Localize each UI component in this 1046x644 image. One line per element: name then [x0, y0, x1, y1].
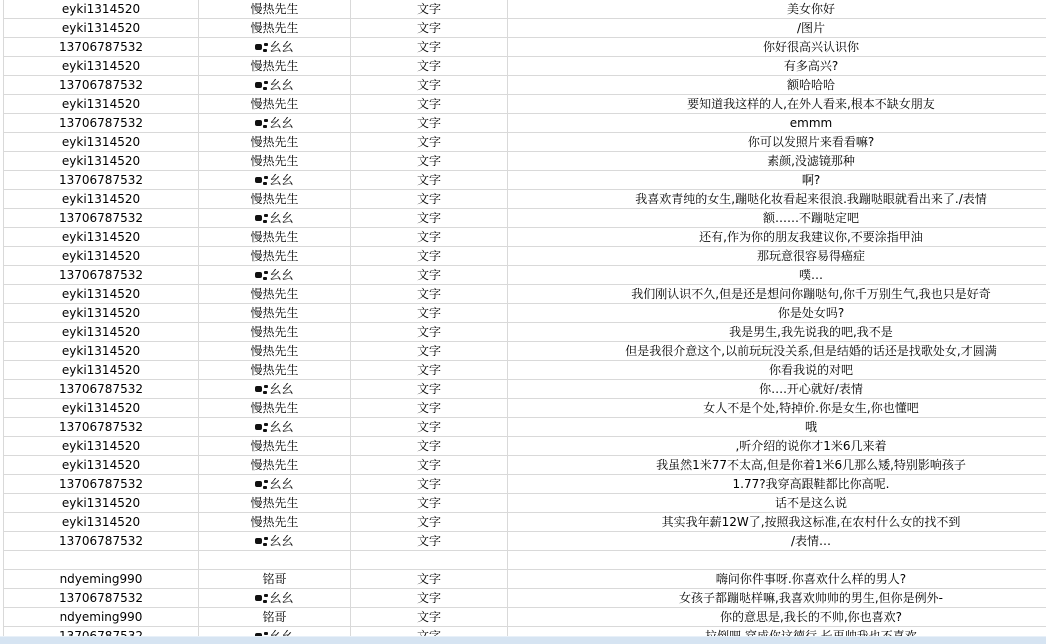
cell-message-type[interactable]: 文字	[351, 133, 508, 152]
table-row	[4, 57, 1046, 76]
nickname-label: 慢热先生	[250, 249, 299, 263]
cell-message-content[interactable]: 我喜欢青纯的女生,蹦哒化妆看起来很浪.我蹦哒眼就看出来了./表情	[508, 190, 1046, 209]
cell-sender-id[interactable]: 13706787532	[4, 418, 199, 437]
cell-nickname[interactable]	[199, 76, 351, 95]
cell-nickname[interactable]	[199, 342, 351, 361]
table-row	[4, 228, 1046, 247]
cell-sender-id[interactable]: 13706787532	[4, 589, 199, 608]
cell-sender-id[interactable]: eyki1314520	[4, 133, 199, 152]
cell-sender-id[interactable]: 13706787532	[4, 38, 199, 57]
nickname-label: 幺幺	[269, 211, 294, 225]
nickname-label: 幺幺	[269, 534, 294, 548]
cell-nickname[interactable]	[199, 190, 351, 209]
cell-message-content[interactable]: 美女你好	[508, 0, 1046, 19]
cell-message-type[interactable]: 文字	[351, 19, 508, 38]
cell-sender-id[interactable]: eyki1314520	[4, 304, 199, 323]
cell-nickname[interactable]	[199, 418, 351, 437]
cell-nickname[interactable]	[199, 152, 351, 171]
cell-nickname[interactable]	[199, 570, 351, 589]
nickname-label: 慢热先生	[250, 363, 299, 377]
bottom-selection-bar	[0, 636, 1046, 644]
cell-nickname[interactable]	[199, 209, 351, 228]
nickname-label: 幺幺	[269, 591, 294, 605]
table-row	[4, 570, 1046, 589]
cell-nickname[interactable]	[199, 247, 351, 266]
cell-nickname[interactable]	[199, 171, 351, 190]
nickname-label: 慢热先生	[250, 325, 299, 339]
nickname-label: 慢热先生	[250, 135, 299, 149]
emoji-fallback-icon	[255, 80, 268, 90]
cell-nickname[interactable]	[199, 437, 351, 456]
cell-message-type[interactable]: 文字	[351, 437, 508, 456]
nickname-label: 慢热先生	[250, 306, 299, 320]
table-row	[4, 19, 1046, 38]
cell-message-type[interactable]: 文字	[351, 228, 508, 247]
nickname-label: 慢热先生	[250, 496, 299, 510]
table-row	[4, 133, 1046, 152]
cell-message-content[interactable]: 要知道我这样的人,在外人看来,根本不缺女朋友	[508, 95, 1046, 114]
table-row	[4, 551, 1046, 570]
chat-log-table	[3, 0, 1046, 644]
cell-message-type[interactable]: 文字	[351, 532, 508, 551]
chat-rows	[4, 0, 1046, 644]
cell-message-content[interactable]: 额哈哈哈	[508, 76, 1046, 95]
table-row	[4, 456, 1046, 475]
table-row	[4, 380, 1046, 399]
nickname-label: 慢热先生	[250, 458, 299, 472]
cell-nickname[interactable]	[199, 532, 351, 551]
cell-nickname[interactable]	[199, 133, 351, 152]
cell-message-type[interactable]: 文字	[351, 342, 508, 361]
cell-message-content[interactable]: 1.77?我穿高跟鞋都比你高呢.	[508, 475, 1046, 494]
cell-sender-id[interactable]: eyki1314520	[4, 57, 199, 76]
cell-message-type[interactable]: 文字	[351, 323, 508, 342]
cell-message-content[interactable]: 我虽然1米77不太高,但是你着1米6几那么矮,特别影响孩子	[508, 456, 1046, 475]
cell-message-type[interactable]: 文字	[351, 0, 508, 19]
cell-message-type[interactable]: 文字	[351, 76, 508, 95]
cell-message-content[interactable]: 素颜,没滤镜那种	[508, 152, 1046, 171]
cell-message-type[interactable]: 文字	[351, 190, 508, 209]
cell-sender-id[interactable]: eyki1314520	[4, 247, 199, 266]
cell-nickname[interactable]	[199, 19, 351, 38]
table-row	[4, 589, 1046, 608]
cell-sender-id[interactable]: eyki1314520	[4, 285, 199, 304]
cell-nickname[interactable]	[199, 494, 351, 513]
cell-message-type[interactable]: 文字	[351, 95, 508, 114]
nickname-label: 铭哥	[262, 610, 287, 624]
table-row	[4, 247, 1046, 266]
cell-nickname[interactable]	[199, 551, 351, 570]
emoji-fallback-icon	[255, 213, 268, 223]
cell-sender-id[interactable]: eyki1314520	[4, 494, 199, 513]
cell-sender-id[interactable]: 13706787532	[4, 532, 199, 551]
cell-message-type[interactable]: 文字	[351, 608, 508, 627]
cell-nickname[interactable]	[199, 95, 351, 114]
cell-nickname[interactable]	[199, 57, 351, 76]
table-row	[4, 513, 1046, 532]
nickname-label: 慢热先生	[250, 97, 299, 111]
cell-message-type[interactable]: 文字	[351, 494, 508, 513]
nickname-label: 慢热先生	[250, 401, 299, 415]
cell-nickname[interactable]	[199, 323, 351, 342]
emoji-fallback-icon	[255, 536, 268, 546]
table-row	[4, 361, 1046, 380]
nickname-label: 慢热先生	[250, 344, 299, 358]
cell-message-type[interactable]: 文字	[351, 57, 508, 76]
cell-nickname[interactable]	[199, 38, 351, 57]
cell-message-type[interactable]: 文字	[351, 266, 508, 285]
cell-message-content[interactable]: 我们刚认识不久,但是还是想问你蹦哒句,你千万别生气,我也只是好奇	[508, 285, 1046, 304]
emoji-fallback-icon	[255, 422, 268, 432]
cell-message-type[interactable]: 文字	[351, 114, 508, 133]
cell-message-content[interactable]: 女孩子都蹦哒样嘛,我喜欢帅帅的男生,但你是例外-	[508, 589, 1046, 608]
nickname-label: 慢热先生	[250, 192, 299, 206]
table-row	[4, 76, 1046, 95]
cell-sender-id[interactable]: eyki1314520	[4, 0, 199, 19]
cell-nickname[interactable]	[199, 266, 351, 285]
nickname-label: 慢热先生	[250, 439, 299, 453]
cell-sender-id[interactable]: eyki1314520	[4, 190, 199, 209]
cell-sender-id[interactable]: 13706787532	[4, 76, 199, 95]
nickname-label: 幺幺	[269, 382, 294, 396]
nickname-label: 幺幺	[269, 116, 294, 130]
emoji-fallback-icon	[255, 479, 268, 489]
cell-message-content[interactable]: 噗…	[508, 266, 1046, 285]
table-row	[4, 209, 1046, 228]
cell-message-type[interactable]: 文字	[351, 171, 508, 190]
cell-message-content[interactable]: 你是处女吗?	[508, 304, 1046, 323]
cell-message-type[interactable]	[351, 551, 508, 570]
cell-message-content[interactable]: /表情…	[508, 532, 1046, 551]
table-row	[4, 418, 1046, 437]
cell-message-content[interactable]: 但是我很介意这个,以前玩玩没关系,但是结婚的话还是找歌处女,才圆满	[508, 342, 1046, 361]
cell-message-content[interactable]: 你好很高兴认识你	[508, 38, 1046, 57]
emoji-fallback-icon	[255, 118, 268, 128]
table-row	[4, 532, 1046, 551]
cell-sender-id[interactable]: eyki1314520	[4, 361, 199, 380]
nickname-label: 铭哥	[262, 572, 287, 586]
cell-message-content[interactable]: 其实我年薪12W了,按照我这标准,在农村什么女的找不到	[508, 513, 1046, 532]
emoji-fallback-icon	[255, 42, 268, 52]
table-row	[4, 38, 1046, 57]
cell-message-type[interactable]: 文字	[351, 380, 508, 399]
cell-sender-id[interactable]: 13706787532	[4, 171, 199, 190]
cell-message-content[interactable]: emmm	[508, 114, 1046, 133]
cell-sender-id[interactable]: eyki1314520	[4, 437, 199, 456]
emoji-fallback-icon	[255, 593, 268, 603]
cell-sender-id[interactable]: ndyeming990	[4, 570, 199, 589]
cell-message-content[interactable]: 话不是这么说	[508, 494, 1046, 513]
cell-message-content[interactable]: 你….开心就好/表情	[508, 380, 1046, 399]
nickname-label: 慢热先生	[250, 59, 299, 73]
table-row	[4, 608, 1046, 627]
table-row	[4, 266, 1046, 285]
cell-message-content[interactable]: 哦	[508, 418, 1046, 437]
cell-message-type[interactable]: 文字	[351, 247, 508, 266]
nickname-label: 慢热先生	[250, 21, 299, 35]
cell-nickname[interactable]	[199, 228, 351, 247]
cell-message-content[interactable]: 额……不蹦哒定吧	[508, 209, 1046, 228]
cell-sender-id[interactable]: eyki1314520	[4, 399, 199, 418]
cell-sender-id[interactable]: eyki1314520	[4, 513, 199, 532]
cell-message-type[interactable]: 文字	[351, 475, 508, 494]
cell-message-type[interactable]: 文字	[351, 513, 508, 532]
cell-message-type[interactable]: 文字	[351, 361, 508, 380]
nickname-label: 幺幺	[269, 420, 294, 434]
cell-message-content[interactable]: 你看我说的对吧	[508, 361, 1046, 380]
cell-sender-id[interactable]: eyki1314520	[4, 19, 199, 38]
nickname-label: 幺幺	[269, 477, 294, 491]
table-row	[4, 152, 1046, 171]
cell-sender-id[interactable]: 13706787532	[4, 114, 199, 133]
table-row	[4, 475, 1046, 494]
cell-message-content[interactable]: ,听介绍的说你才1米6几来着	[508, 437, 1046, 456]
cell-message-content[interactable]: 女人不是个处,特掉价.你是女生,你也懂吧	[508, 399, 1046, 418]
table-row	[4, 285, 1046, 304]
cell-message-type[interactable]: 文字	[351, 456, 508, 475]
cell-message-type[interactable]: 文字	[351, 589, 508, 608]
cell-message-type[interactable]: 文字	[351, 285, 508, 304]
nickname-label: 慢热先生	[250, 2, 299, 16]
nickname-label: 慢热先生	[250, 515, 299, 529]
table-row	[4, 304, 1046, 323]
nickname-label: 幺幺	[269, 40, 294, 54]
cell-message-type[interactable]: 文字	[351, 418, 508, 437]
cell-sender-id[interactable]: ndyeming990	[4, 608, 199, 627]
cell-sender-id[interactable]: eyki1314520	[4, 323, 199, 342]
table-row	[4, 494, 1046, 513]
cell-message-content[interactable]: 你可以发照片来看看嘛?	[508, 133, 1046, 152]
table-row	[4, 190, 1046, 209]
cell-message-content[interactable]: 还有,作为你的朋友我建议你,不要涂指甲油	[508, 228, 1046, 247]
nickname-label: 幺幺	[269, 268, 294, 282]
cell-nickname[interactable]	[199, 304, 351, 323]
cell-sender-id[interactable]: 13706787532	[4, 380, 199, 399]
table-row	[4, 0, 1046, 19]
cell-message-content[interactable]: 有多高兴?	[508, 57, 1046, 76]
cell-nickname[interactable]	[199, 475, 351, 494]
cell-nickname[interactable]	[199, 361, 351, 380]
cell-nickname[interactable]	[199, 589, 351, 608]
cell-nickname[interactable]	[199, 114, 351, 133]
cell-sender-id[interactable]: eyki1314520	[4, 152, 199, 171]
cell-nickname[interactable]	[199, 456, 351, 475]
cell-message-type[interactable]: 文字	[351, 570, 508, 589]
cell-sender-id[interactable]: 13706787532	[4, 209, 199, 228]
cell-message-type[interactable]: 文字	[351, 399, 508, 418]
cell-nickname[interactable]	[199, 0, 351, 19]
emoji-fallback-icon	[255, 384, 268, 394]
table-row	[4, 171, 1046, 190]
cell-sender-id[interactable]: eyki1314520	[4, 342, 199, 361]
table-row	[4, 114, 1046, 133]
cell-sender-id[interactable]: 13706787532	[4, 266, 199, 285]
cell-message-content[interactable]	[508, 551, 1046, 570]
table-row	[4, 437, 1046, 456]
cell-sender-id[interactable]: eyki1314520	[4, 228, 199, 247]
cell-message-content[interactable]: 啊?	[508, 171, 1046, 190]
cell-message-type[interactable]: 文字	[351, 38, 508, 57]
nickname-label: 幺幺	[269, 173, 294, 187]
cell-message-content[interactable]: 我是男生,我先说我的吧,我不是	[508, 323, 1046, 342]
cell-message-content[interactable]: 你的意思是,我长的不帅,你也喜欢?	[508, 608, 1046, 627]
cell-nickname[interactable]	[199, 513, 351, 532]
cell-message-content[interactable]: 嗨问你件事呀.你喜欢什么样的男人?	[508, 570, 1046, 589]
cell-message-type[interactable]: 文字	[351, 304, 508, 323]
cell-message-type[interactable]: 文字	[351, 152, 508, 171]
table-row	[4, 399, 1046, 418]
cell-nickname[interactable]	[199, 285, 351, 304]
cell-message-content[interactable]: /图片	[508, 19, 1046, 38]
table-row	[4, 323, 1046, 342]
cell-message-type[interactable]: 文字	[351, 209, 508, 228]
nickname-label: 慢热先生	[250, 154, 299, 168]
table-row	[4, 95, 1046, 114]
cell-message-content[interactable]: 那玩意很容易得癌症	[508, 247, 1046, 266]
cell-nickname[interactable]	[199, 608, 351, 627]
emoji-fallback-icon	[255, 270, 268, 280]
cell-sender-id[interactable]: eyki1314520	[4, 95, 199, 114]
cell-nickname[interactable]	[199, 399, 351, 418]
cell-sender-id[interactable]	[4, 551, 199, 570]
cell-sender-id[interactable]: 13706787532	[4, 475, 199, 494]
cell-nickname[interactable]	[199, 380, 351, 399]
cell-sender-id[interactable]: eyki1314520	[4, 456, 199, 475]
emoji-fallback-icon	[255, 175, 268, 185]
nickname-label: 慢热先生	[250, 287, 299, 301]
nickname-label: 幺幺	[269, 78, 294, 92]
table-row	[4, 342, 1046, 361]
nickname-label: 慢热先生	[250, 230, 299, 244]
